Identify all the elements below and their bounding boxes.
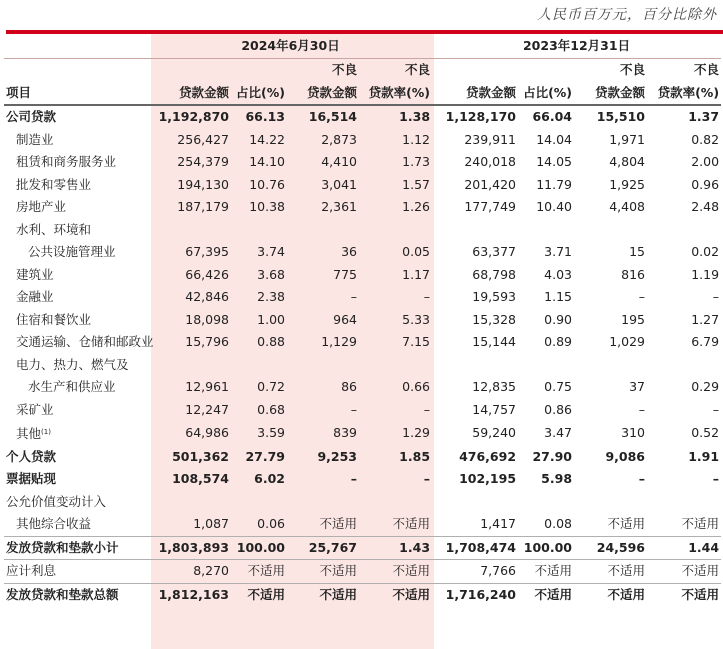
current-loan-amount-cell: 12,247: [185, 401, 229, 417]
npl-ratio-header-top: 不良: [694, 62, 720, 77]
table-row: [4, 151, 721, 174]
current-share-cell: [231, 491, 287, 514]
prior-npl-amount-cell: 37: [629, 379, 646, 394]
prior-npl-ratio-cell: –: [712, 471, 720, 486]
current-share-cell: 100.00: [231, 536, 287, 560]
prior-loan-amount-cell: 201,420: [464, 176, 517, 192]
prior-npl-ratio-cell: 0.02: [691, 244, 720, 259]
current-npl-ratio-cell: 0.05: [402, 244, 431, 259]
prior-share-cell: 14.04: [536, 131, 573, 147]
current-loan-amount-cell: 1,803,893: [149, 536, 231, 560]
period-prior-header: 2023年12月31日: [432, 34, 721, 59]
current-npl-amount-cell: –: [350, 289, 357, 304]
row-label: 电力、热力、燃气及: [16, 356, 129, 372]
current-loan-amount-cell: [149, 354, 231, 377]
prior-npl-ratio-cell: 不适用: [681, 586, 720, 602]
prior-npl-amount-cell: [574, 354, 647, 377]
prior-loan-amount-cell: 476,692: [459, 448, 517, 464]
row-label: 票据贴现: [6, 471, 57, 486]
prior-share-cell: 不适用: [534, 586, 573, 602]
current-share-cell: 14.10: [249, 154, 285, 169]
prior-npl-ratio-cell: 2.00: [691, 154, 720, 169]
row-label: 公共设施管理业: [28, 244, 116, 259]
row-label: 建筑业: [16, 266, 54, 282]
prior-npl-amount-cell: 24,596: [574, 536, 647, 560]
prior-npl-ratio-cell: 6.79: [691, 334, 720, 349]
current-npl-ratio-cell: 0.66: [402, 379, 431, 394]
table-row: [4, 309, 721, 332]
column-header-row-2: [4, 82, 721, 106]
prior-npl-ratio-cell: 1.19: [691, 266, 720, 282]
current-loan-amount-cell: [149, 491, 231, 514]
prior-share-cell: [518, 219, 574, 242]
current-npl-amount-cell: 9,253: [317, 448, 357, 464]
prior-share-cell: 0.89: [544, 334, 573, 349]
row-label: 个人贷款: [6, 448, 57, 464]
prior-npl-amount-cell: 1,925: [609, 176, 646, 192]
prior-npl-amount-cell: 9,086: [605, 448, 646, 464]
prior-npl-amount-cell: [574, 491, 647, 514]
prior-npl-amount-cell: –: [638, 401, 646, 417]
prior-share-cell: 3.47: [544, 425, 573, 440]
row-label: 金融业: [16, 289, 54, 304]
current-npl-amount-cell: –: [350, 471, 357, 486]
current-loan-amount-cell: 187,179: [177, 199, 229, 214]
current-share-cell: 10.38: [249, 199, 285, 214]
prior-npl-ratio-cell: –: [712, 289, 720, 304]
prior-npl-amount-cell: 不适用: [574, 513, 647, 536]
prior-share-cell: 0.86: [544, 401, 573, 417]
current-npl-amount-cell: [287, 219, 359, 242]
prior-share-cell: 3.71: [544, 244, 573, 259]
row-label: 水生产和供应业: [28, 379, 116, 394]
prior-npl-amount-cell: 不适用: [574, 560, 647, 584]
prior-npl-amount-cell: 15,510: [574, 105, 647, 129]
npl-ratio-header: 贷款率(%): [368, 84, 431, 100]
row-label: 交通运输、仓储和邮政业: [16, 334, 154, 349]
table-row: [4, 468, 721, 491]
current-npl-amount-cell: 25,767: [287, 536, 359, 560]
footnote-marker: (1): [41, 428, 51, 436]
npl-amount-header: 贷款金额: [595, 84, 646, 100]
prior-npl-ratio-cell: 0.29: [691, 379, 720, 394]
table-row: [4, 219, 721, 242]
current-share-cell: 1.00: [257, 311, 285, 327]
table-row: [4, 196, 721, 219]
prior-loan-amount-cell: 177,749: [464, 199, 517, 214]
prior-loan-amount-cell: 7,766: [432, 560, 518, 584]
current-npl-ratio-cell: 1.26: [402, 199, 431, 214]
prior-npl-ratio-cell: 0.52: [691, 425, 720, 440]
period-header-row: [4, 34, 721, 59]
current-loan-amount-cell: 254,379: [177, 154, 229, 169]
share-header: 占比(%): [236, 84, 285, 100]
prior-loan-amount-cell: 1,417: [432, 513, 518, 536]
prior-share-cell: 10.40: [536, 199, 573, 214]
current-loan-amount-cell: 42,846: [185, 289, 229, 304]
current-npl-ratio-cell: 5.33: [402, 311, 431, 327]
row-label: 其他综合收益: [4, 513, 149, 536]
current-share-cell: 27.79: [245, 448, 285, 464]
current-share-cell: [231, 219, 287, 242]
prior-npl-ratio-cell: [647, 354, 721, 377]
row-label: 公允价值变动计入: [6, 493, 107, 509]
prior-npl-ratio-cell: –: [712, 401, 720, 417]
table-row: [4, 354, 721, 377]
current-npl-ratio-cell: [359, 354, 432, 377]
prior-npl-amount-cell: 15: [629, 244, 646, 259]
current-share-cell: 2.38: [257, 289, 285, 304]
header-blank: [4, 34, 149, 59]
row-label: 发放贷款和垫款总额: [6, 586, 119, 602]
current-loan-amount-cell: 15,796: [185, 334, 229, 349]
current-npl-ratio-cell: 1.38: [359, 105, 432, 129]
current-npl-amount-cell: 36: [341, 244, 357, 259]
current-loan-amount-cell: 501,362: [172, 448, 229, 464]
prior-loan-amount-cell: [432, 491, 518, 514]
row-label: 公司贷款: [4, 105, 149, 129]
current-loan-amount-cell: 66,426: [185, 266, 229, 282]
npl-amount-header-top: 不良: [620, 62, 646, 77]
period-current-header: 2024年6月30日: [149, 34, 432, 59]
current-loan-amount-cell: 67,395: [185, 244, 229, 259]
current-npl-amount-cell: 3,041: [321, 176, 357, 192]
prior-npl-ratio-cell: 1.37: [647, 105, 721, 129]
current-npl-ratio-cell: 1.43: [359, 536, 432, 560]
prior-share-cell: 不适用: [518, 560, 574, 584]
prior-loan-amount-cell: 102,195: [459, 471, 517, 486]
npl-ratio-header: 贷款率(%): [657, 84, 720, 100]
current-loan-amount-cell: 64,986: [185, 425, 229, 440]
row-label: 住宿和餐饮业: [16, 311, 92, 327]
current-npl-ratio-cell: –: [423, 289, 431, 304]
share-header: 占比(%): [523, 84, 573, 100]
table-row: [4, 286, 721, 309]
current-npl-ratio-cell: 1.12: [402, 131, 431, 147]
prior-npl-ratio-cell: [647, 491, 721, 514]
prior-loan-amount-cell: [432, 354, 518, 377]
prior-share-cell: 11.79: [536, 176, 573, 192]
loan-amount-header: 贷款金额: [466, 84, 517, 100]
prior-loan-amount-cell: 68,798: [472, 266, 517, 282]
current-npl-amount-cell: 16,514: [287, 105, 359, 129]
table-row: [4, 513, 721, 536]
prior-npl-amount-cell: [574, 219, 647, 242]
current-npl-ratio-cell: [359, 219, 432, 242]
current-npl-ratio-cell: 1.85: [399, 448, 431, 464]
prior-npl-ratio-cell: [647, 219, 721, 242]
row-label: 批发和零售业: [16, 176, 92, 192]
prior-npl-amount-cell: –: [638, 471, 646, 486]
current-loan-amount-cell: 1,812,163: [158, 586, 229, 602]
prior-loan-amount-cell: 63,377: [472, 244, 517, 259]
prior-share-cell: 0.75: [544, 379, 573, 394]
prior-npl-amount-cell: 4,804: [609, 154, 646, 169]
prior-loan-amount-cell: 12,835: [472, 379, 517, 394]
current-share-cell: [231, 354, 287, 377]
prior-npl-ratio-cell: 不适用: [647, 560, 721, 584]
current-npl-ratio-cell: 1.57: [402, 176, 431, 192]
prior-npl-ratio-cell: 不适用: [647, 513, 721, 536]
prior-npl-amount-cell: 不适用: [607, 586, 646, 602]
row-label: 房地产业: [16, 199, 67, 214]
column-header-row-1: [4, 59, 721, 82]
prior-loan-amount-cell: 19,593: [472, 289, 517, 304]
current-npl-amount-cell: 775: [333, 266, 357, 282]
prior-npl-ratio-cell: 1.44: [647, 536, 721, 560]
npl-ratio-header-top: 不良: [405, 62, 431, 77]
row-label: 发放贷款和垫款小计: [4, 536, 149, 560]
prior-npl-amount-cell: 1,971: [609, 131, 646, 147]
current-share-cell: 不适用: [247, 586, 285, 602]
loan-industry-table: [4, 34, 721, 606]
table-row: [4, 129, 721, 152]
current-share-cell: 10.76: [249, 176, 285, 192]
prior-share-cell: 1.15: [544, 289, 573, 304]
prior-share-cell: 0.90: [544, 311, 573, 327]
table-row: [4, 421, 721, 446]
current-npl-ratio-cell: [359, 491, 432, 514]
prior-loan-amount-cell: 59,240: [472, 425, 517, 440]
current-share-cell: 6.02: [254, 471, 285, 486]
prior-npl-amount-cell: 310: [621, 425, 646, 440]
current-loan-amount-cell: 1,087: [149, 513, 231, 536]
row-label: 采矿业: [16, 401, 54, 417]
current-npl-ratio-cell: 7.15: [402, 334, 431, 349]
prior-share-cell: 4.03: [544, 266, 573, 282]
current-npl-ratio-cell: –: [423, 471, 431, 486]
current-npl-ratio-cell: 1.17: [402, 266, 431, 282]
prior-npl-ratio-cell: 2.48: [691, 199, 720, 214]
row-label: 制造业: [16, 131, 54, 147]
current-npl-amount-cell: 964: [333, 311, 357, 327]
prior-share-cell: [518, 491, 574, 514]
prior-share-cell: 66.04: [518, 105, 574, 129]
prior-share-cell: [518, 354, 574, 377]
current-share-cell: 66.13: [231, 105, 287, 129]
prior-npl-amount-cell: 195: [621, 311, 646, 327]
current-share-cell: 0.88: [257, 334, 285, 349]
prior-share-cell: 27.90: [532, 448, 573, 464]
current-npl-amount-cell: [287, 491, 359, 514]
current-share-cell: 不适用: [231, 560, 287, 584]
table-row: [4, 105, 721, 129]
prior-npl-amount-cell: 1,029: [609, 334, 646, 349]
current-npl-amount-cell: 4,410: [321, 154, 357, 169]
prior-share-cell: 0.08: [518, 513, 574, 536]
prior-npl-amount-cell: 816: [621, 266, 646, 282]
current-loan-amount-cell: 18,098: [185, 311, 229, 327]
npl-amount-header: 贷款金额: [306, 84, 357, 100]
current-npl-ratio-cell: 不适用: [392, 586, 431, 602]
current-share-cell: 0.06: [231, 513, 287, 536]
prior-npl-ratio-cell: 0.96: [691, 176, 720, 192]
current-npl-ratio-cell: 不适用: [359, 560, 432, 584]
prior-npl-amount-cell: –: [638, 289, 646, 304]
current-share-cell: 0.72: [257, 379, 285, 394]
prior-npl-ratio-cell: 0.82: [691, 131, 720, 147]
loan-amount-header: 贷款金额: [178, 84, 229, 100]
table-row: [4, 241, 721, 264]
current-loan-amount-cell: 12,961: [185, 379, 229, 394]
row-label: 租赁和商务服务业: [16, 154, 117, 169]
current-share-cell: 3.74: [257, 244, 285, 259]
table-row: [4, 491, 721, 514]
current-share-cell: 14.22: [249, 131, 285, 147]
table-row: [4, 399, 721, 422]
current-npl-ratio-cell: –: [423, 401, 431, 417]
table-row: [4, 446, 721, 469]
current-share-cell: 3.59: [257, 425, 285, 440]
table-row: [4, 264, 721, 287]
item-header: 项目: [6, 84, 32, 100]
current-npl-amount-cell: 839: [333, 425, 357, 440]
current-npl-amount-cell: –: [350, 401, 357, 417]
current-npl-amount-cell: 1,129: [321, 334, 357, 349]
current-npl-ratio-cell: 不适用: [359, 513, 432, 536]
current-npl-amount-cell: [287, 354, 359, 377]
table-row: [4, 331, 721, 354]
prior-loan-amount-cell: 1,128,170: [432, 105, 518, 129]
current-npl-ratio-cell: 1.29: [402, 425, 431, 440]
current-npl-amount-cell: 86: [341, 379, 357, 394]
row-label: 其他$^{(1)}$: [16, 426, 51, 441]
current-npl-amount-cell: 2,361: [321, 199, 357, 214]
unit-note: 人民币百万元，百分比除外: [537, 7, 717, 23]
current-npl-amount-cell: 不适用: [319, 586, 357, 602]
current-loan-amount-cell: 8,270: [149, 560, 231, 584]
prior-share-cell: 14.05: [536, 154, 573, 169]
current-loan-amount-cell: 1,192,870: [149, 105, 231, 129]
current-npl-amount-cell: 2,873: [321, 131, 357, 147]
prior-loan-amount-cell: 15,144: [472, 334, 517, 349]
table-row: [4, 376, 721, 399]
current-npl-amount-cell: 不适用: [287, 513, 359, 536]
prior-share-cell: 100.00: [518, 536, 574, 560]
table-row: [4, 536, 721, 560]
prior-npl-ratio-cell: 1.27: [691, 311, 720, 327]
current-loan-amount-cell: 108,574: [172, 471, 229, 486]
current-loan-amount-cell: 194,130: [177, 176, 229, 192]
current-share-cell: 0.68: [257, 401, 285, 417]
prior-npl-ratio-cell: 1.91: [688, 448, 720, 464]
current-share-cell: 3.68: [257, 266, 285, 282]
current-loan-amount-cell: [149, 219, 231, 242]
table-row: [4, 174, 721, 197]
prior-loan-amount-cell: 1,716,240: [445, 586, 517, 602]
current-npl-ratio-cell: 1.73: [402, 154, 431, 169]
prior-loan-amount-cell: [432, 219, 518, 242]
current-loan-amount-cell: 256,427: [177, 131, 229, 147]
npl-amount-header-top: 不良: [331, 62, 357, 77]
current-npl-amount-cell: 不适用: [287, 560, 359, 584]
prior-loan-amount-cell: 1,708,474: [432, 536, 518, 560]
prior-loan-amount-cell: 239,911: [464, 131, 517, 147]
prior-npl-amount-cell: 4,408: [609, 199, 646, 214]
row-label: 水利、环境和: [16, 221, 92, 237]
prior-loan-amount-cell: 240,018: [464, 154, 517, 169]
prior-loan-amount-cell: 15,328: [472, 311, 517, 327]
table-row: [4, 583, 721, 606]
prior-loan-amount-cell: 14,757: [472, 401, 517, 417]
row-label: 应计利息: [4, 560, 149, 584]
table-row: [4, 560, 721, 584]
prior-share-cell: 5.98: [541, 471, 573, 486]
